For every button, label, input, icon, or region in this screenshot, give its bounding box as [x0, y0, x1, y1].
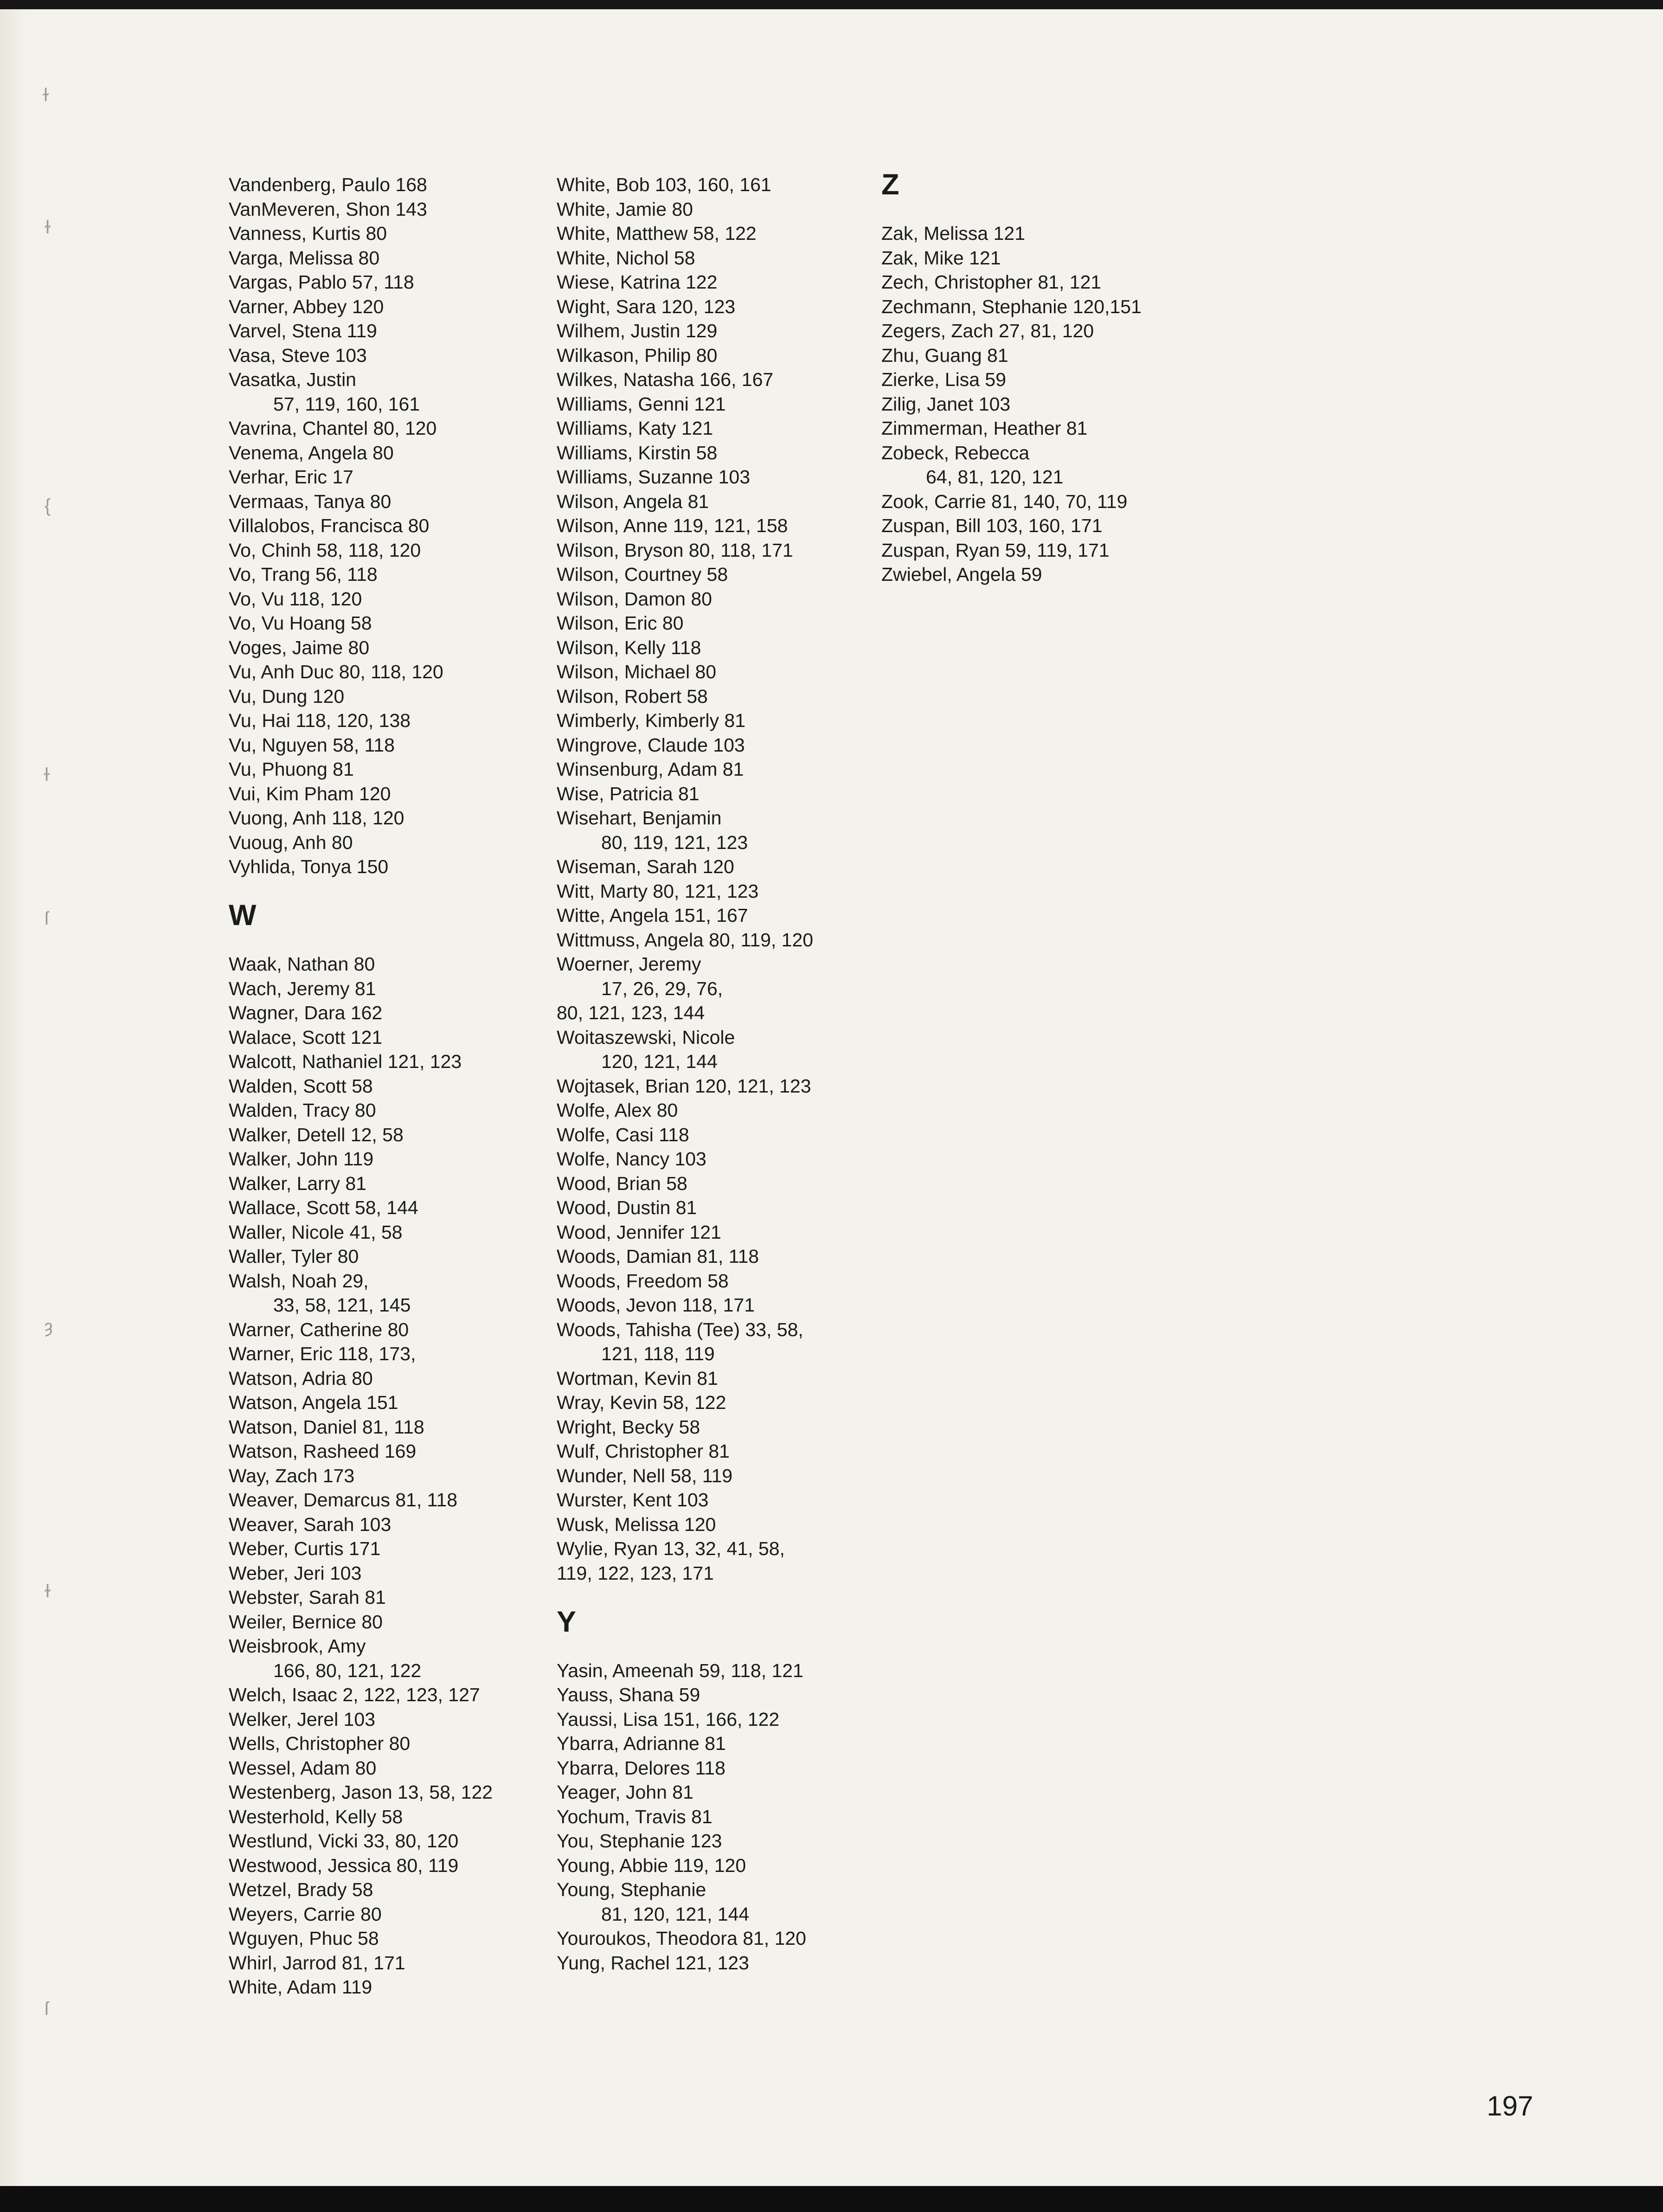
index-entry: Westenberg, Jason 13, 58, 122 — [229, 1781, 493, 1803]
index-column-1 — [229, 173, 493, 2000]
index-entry: Woods, Jevon 118, 171 — [557, 1294, 755, 1316]
index-entry: Walker, Detell 12, 58 — [229, 1124, 404, 1145]
index-entry: Woods, Damian 81, 118 — [557, 1246, 759, 1267]
index-entry: Vu, Nguyen 58, 118 — [229, 734, 395, 756]
section-spacer — [881, 197, 1142, 222]
index-entry: Woods, Freedom 58 — [557, 1270, 729, 1292]
index-entry: Williams, Katy 121 — [557, 418, 713, 439]
index-entry: Woitaszewski, Nicole — [557, 1026, 735, 1048]
page-number: 197 — [1487, 2090, 1534, 2122]
index-entry-continuation: 64, 81, 120, 121 — [926, 466, 1064, 488]
index-entry: Wguyen, Phuc 58 — [229, 1928, 379, 1949]
index-entry: Wise, Patricia 81 — [557, 783, 700, 804]
index-entry: Watson, Adria 80 — [229, 1367, 373, 1389]
index-entry: Weber, Curtis 171 — [229, 1538, 381, 1559]
index-entry: Vo, Vu Hoang 58 — [229, 612, 372, 634]
index-entry: Vasa, Steve 103 — [229, 344, 367, 366]
index-entry: Varner, Abbey 120 — [229, 296, 384, 317]
index-entry: Winsenburg, Adam 81 — [557, 759, 744, 780]
index-entry: Wallace, Scott 58, 144 — [229, 1197, 418, 1218]
index-entry: Vuong, Anh 118, 120 — [229, 807, 405, 829]
index-entry: Zilig, Janet 103 — [881, 393, 1011, 415]
index-entry: Watson, Daniel 81, 118 — [229, 1416, 424, 1438]
index-entry: Villalobos, Francisca 80 — [229, 515, 430, 536]
index-entry: 119, 122, 123, 171 — [557, 1562, 714, 1584]
index-entry: White, Nichol 58 — [557, 247, 695, 269]
index-entry: Watson, Rasheed 169 — [229, 1440, 417, 1462]
index-entry: Varvel, Stena 119 — [229, 320, 377, 341]
index-entry: Zak, Mike 121 — [881, 247, 1001, 269]
bottom-scan-border — [0, 2186, 1663, 2212]
index-entry: Whirl, Jarrod 81, 171 — [229, 1952, 405, 1974]
index-entry: Vo, Vu 118, 120 — [229, 588, 362, 610]
index-entry: Westwood, Jessica 80, 119 — [229, 1854, 459, 1876]
binding-mark: ɫ — [45, 1581, 51, 1601]
section-letter: W — [229, 899, 257, 932]
index-entry: Wilhem, Justin 129 — [557, 320, 718, 341]
index-entry: Verhar, Eric 17 — [229, 466, 353, 488]
index-entry: Welch, Isaac 2, 122, 123, 127 — [229, 1684, 480, 1705]
index-entry: Waak, Nathan 80 — [229, 953, 375, 975]
binding-mark: ȝ — [45, 1317, 53, 1337]
index-entry: Wood, Dustin 81 — [557, 1197, 697, 1218]
index-entry: White, Jamie 80 — [557, 198, 693, 220]
index-entry: Zhu, Guang 81 — [881, 344, 1008, 366]
index-entry: Westerhold, Kelly 58 — [229, 1806, 403, 1827]
index-entry: Zech, Christopher 81, 121 — [881, 271, 1102, 293]
index-entry: Vu, Hai 118, 120, 138 — [229, 710, 411, 731]
index-entry: Wusk, Melissa 120 — [557, 1513, 716, 1535]
index-entry: Weiler, Bernice 80 — [229, 1611, 383, 1633]
index-entry: Wright, Becky 58 — [557, 1416, 700, 1438]
index-entry-continuation: 80, 119, 121, 123 — [601, 831, 748, 853]
index-entry: Yeager, John 81 — [557, 1781, 693, 1803]
binding-mark: { — [45, 495, 51, 516]
index-entry: VanMeveren, Shon 143 — [229, 198, 427, 220]
index-entry: Wiese, Katrina 122 — [557, 271, 718, 293]
index-entry: Wetzel, Brady 58 — [229, 1879, 373, 1900]
index-column-2 — [557, 173, 813, 1975]
index-entry: Vermaas, Tanya 80 — [229, 490, 392, 512]
index-entry: Weyers, Carrie 80 — [229, 1903, 382, 1925]
index-entry: Wilkason, Philip 80 — [557, 344, 718, 366]
index-entry: Yasin, Ameenah 59, 118, 121 — [557, 1659, 803, 1681]
index-entry: Vu, Anh Duc 80, 118, 120 — [229, 661, 443, 682]
index-entry: 80, 121, 123, 144 — [557, 1002, 705, 1023]
index-entry: Vanness, Kurtis 80 — [229, 223, 387, 244]
index-entry: Wray, Kevin 58, 122 — [557, 1392, 726, 1413]
index-entry-continuation: 33, 58, 121, 145 — [273, 1294, 411, 1316]
index-entry: Vu, Phuong 81 — [229, 759, 354, 780]
index-entry: Zuspan, Ryan 59, 119, 171 — [881, 539, 1110, 561]
index-entry: Wulf, Christopher 81 — [557, 1440, 730, 1462]
binding-mark: ɫ — [44, 765, 50, 785]
index-entry: Wimberly, Kimberly 81 — [557, 710, 746, 731]
index-entry: Williams, Suzanne 103 — [557, 466, 751, 488]
index-entry: Waller, Tyler 80 — [229, 1246, 359, 1267]
index-entry: Weaver, Demarcus 81, 118 — [229, 1489, 458, 1511]
index-entry: Wilkes, Natasha 166, 167 — [557, 369, 774, 390]
index-entry: Weisbrook, Amy — [229, 1635, 366, 1657]
index-entry: Wilson, Eric 80 — [557, 612, 684, 634]
index-entry: Weber, Jeri 103 — [229, 1562, 362, 1584]
index-entry-continuation: 166, 80, 121, 122 — [273, 1659, 422, 1681]
index-entry: Wortman, Kevin 81 — [557, 1367, 718, 1389]
binding-mark: ɫ — [43, 85, 49, 105]
index-entry: Woerner, Jeremy — [557, 953, 701, 975]
index-entry: Walden, Tracy 80 — [229, 1100, 376, 1121]
index-entry: Wilson, Robert 58 — [557, 685, 708, 707]
index-entry: Yauss, Shana 59 — [557, 1684, 700, 1705]
index-entry: Vasatka, Justin — [229, 369, 356, 390]
index-entry: Vo, Chinh 58, 118, 120 — [229, 539, 421, 561]
index-entry: Zechmann, Stephanie 120,151 — [881, 296, 1142, 317]
index-entry: Woods, Tahisha (Tee) 33, 58, — [557, 1318, 803, 1340]
index-entry: Wessel, Adam 80 — [229, 1757, 377, 1779]
index-entry: Warner, Catherine 80 — [229, 1318, 409, 1340]
binding-mark: ſ — [45, 908, 49, 929]
index-entry: Venema, Angela 80 — [229, 442, 394, 463]
index-entry: Wolfe, Nancy 103 — [557, 1148, 706, 1170]
index-entry-continuation: 57, 119, 160, 161 — [273, 393, 420, 415]
index-entry: White, Bob 103, 160, 161 — [557, 174, 771, 195]
index-entry: Wolfe, Casi 118 — [557, 1124, 689, 1145]
index-entry: Vandenberg, Paulo 168 — [229, 174, 427, 195]
index-entry: Wilson, Kelly 118 — [557, 637, 701, 658]
index-entry: You, Stephanie 123 — [557, 1830, 722, 1852]
index-entry: Vavrina, Chantel 80, 120 — [229, 418, 437, 439]
index-entry: Webster, Sarah 81 — [229, 1587, 386, 1608]
section-spacer — [557, 1634, 813, 1659]
index-entry: Zak, Melissa 121 — [881, 223, 1025, 244]
index-entry: Wunder, Nell 58, 119 — [557, 1465, 733, 1486]
index-entry: Wingrove, Claude 103 — [557, 734, 745, 756]
index-entry: Youroukos, Theodora 81, 120 — [557, 1928, 806, 1949]
index-entry: Way, Zach 173 — [229, 1465, 355, 1486]
section-letter: Y — [557, 1605, 577, 1638]
index-entry: Zwiebel, Angela 59 — [881, 564, 1042, 585]
index-entry: Yung, Rachel 121, 123 — [557, 1952, 749, 1974]
index-entry: Wojtasek, Brian 120, 121, 123 — [557, 1075, 811, 1097]
index-entry: Vu, Dung 120 — [229, 685, 345, 707]
index-entry: Wilson, Angela 81 — [557, 490, 709, 512]
index-entry: Walsh, Noah 29, — [229, 1270, 369, 1292]
index-entry: Walcott, Nathaniel 121, 123 — [229, 1051, 462, 1072]
index-entry: Zierke, Lisa 59 — [881, 369, 1006, 390]
index-entry: Yaussi, Lisa 151, 166, 122 — [557, 1708, 780, 1730]
index-entry: Weaver, Sarah 103 — [229, 1513, 392, 1535]
index-entry: Williams, Kirstin 58 — [557, 442, 718, 463]
index-entry: Wilson, Bryson 80, 118, 171 — [557, 539, 793, 561]
section-spacer — [229, 928, 493, 952]
index-entry: Williams, Genni 121 — [557, 393, 726, 415]
index-entry: Walace, Scott 121 — [229, 1026, 383, 1048]
index-entry-continuation: 81, 120, 121, 144 — [601, 1903, 750, 1925]
index-entry: Westlund, Vicki 33, 80, 120 — [229, 1830, 459, 1852]
index-entry: Wittmuss, Angela 80, 119, 120 — [557, 929, 814, 951]
index-entry: Zimmerman, Heather 81 — [881, 418, 1088, 439]
index-entry: Yochum, Travis 81 — [557, 1806, 713, 1827]
index-entry: Zook, Carrie 81, 140, 70, 119 — [881, 490, 1128, 512]
index-entry: Zobeck, Rebecca — [881, 442, 1030, 463]
index-entry-continuation: 17, 26, 29, 76, — [601, 977, 723, 999]
index-entry: Wolfe, Alex 80 — [557, 1100, 678, 1121]
index-entry-continuation: 120, 121, 144 — [601, 1051, 718, 1072]
index-entry: Young, Stephanie — [557, 1879, 706, 1900]
index-entry: Witte, Angela 151, 167 — [557, 905, 748, 926]
index-entry: Wagner, Dara 162 — [229, 1002, 383, 1023]
index-entry: Ybarra, Delores 118 — [557, 1757, 726, 1779]
top-scan-border — [0, 0, 1663, 9]
index-entry: Vuoug, Anh 80 — [229, 831, 353, 853]
index-entry: Wilson, Anne 119, 121, 158 — [557, 515, 788, 536]
index-entry: Wood, Jennifer 121 — [557, 1221, 721, 1243]
section-spacer — [557, 1585, 813, 1610]
index-entry: Wilson, Courtney 58 — [557, 564, 728, 585]
index-entry: Walker, Larry 81 — [229, 1172, 366, 1194]
index-entry: Wach, Jeremy 81 — [229, 977, 376, 999]
index-entry: Witt, Marty 80, 121, 123 — [557, 880, 759, 902]
index-entry: Wood, Brian 58 — [557, 1172, 687, 1194]
index-entry: Wylie, Ryan 13, 32, 41, 58, — [557, 1538, 785, 1559]
binding-mark: ɫ — [45, 217, 51, 238]
index-entry: Zuspan, Bill 103, 160, 171 — [881, 515, 1103, 536]
binding-mark: ſ — [45, 1999, 49, 2019]
index-entry: Wiseman, Sarah 120 — [557, 856, 734, 877]
index-entry: Vyhlida, Tonya 150 — [229, 856, 389, 877]
index-entry: Watson, Angela 151 — [229, 1392, 398, 1413]
index-entry: Young, Abbie 119, 120 — [557, 1854, 746, 1876]
index-entry: Wurster, Kent 103 — [557, 1489, 709, 1511]
binding-edge — [0, 9, 28, 2186]
index-entry: Wilson, Damon 80 — [557, 588, 712, 610]
index-entry: Walden, Scott 58 — [229, 1075, 373, 1097]
index-entry: White, Adam 119 — [229, 1976, 372, 1998]
index-entry: Wilson, Michael 80 — [557, 661, 717, 682]
index-column-3 — [881, 168, 1142, 587]
index-entry: Vui, Kim Pham 120 — [229, 783, 391, 804]
section-spacer — [229, 879, 493, 904]
index-entry: Varga, Melissa 80 — [229, 247, 380, 269]
index-entry: Wight, Sara 120, 123 — [557, 296, 736, 317]
section-letter: Z — [881, 168, 899, 201]
index-entry: Wisehart, Benjamin — [557, 807, 722, 829]
index-entry-continuation: 121, 118, 119 — [601, 1343, 715, 1364]
index-entry: Voges, Jaime 80 — [229, 637, 370, 658]
index-entry: Walker, John 119 — [229, 1148, 374, 1170]
index-entry: Ybarra, Adrianne 81 — [557, 1733, 726, 1754]
index-entry: Vargas, Pablo 57, 118 — [229, 271, 414, 293]
index-entry: Waller, Nicole 41, 58 — [229, 1221, 403, 1243]
index-entry: Zegers, Zach 27, 81, 120 — [881, 320, 1094, 341]
index-entry: Wells, Christopher 80 — [229, 1733, 411, 1754]
index-entry: White, Matthew 58, 122 — [557, 223, 757, 244]
index-entry: Vo, Trang 56, 118 — [229, 564, 378, 585]
index-entry: Warner, Eric 118, 173, — [229, 1343, 416, 1364]
index-entry: Welker, Jerel 103 — [229, 1708, 376, 1730]
